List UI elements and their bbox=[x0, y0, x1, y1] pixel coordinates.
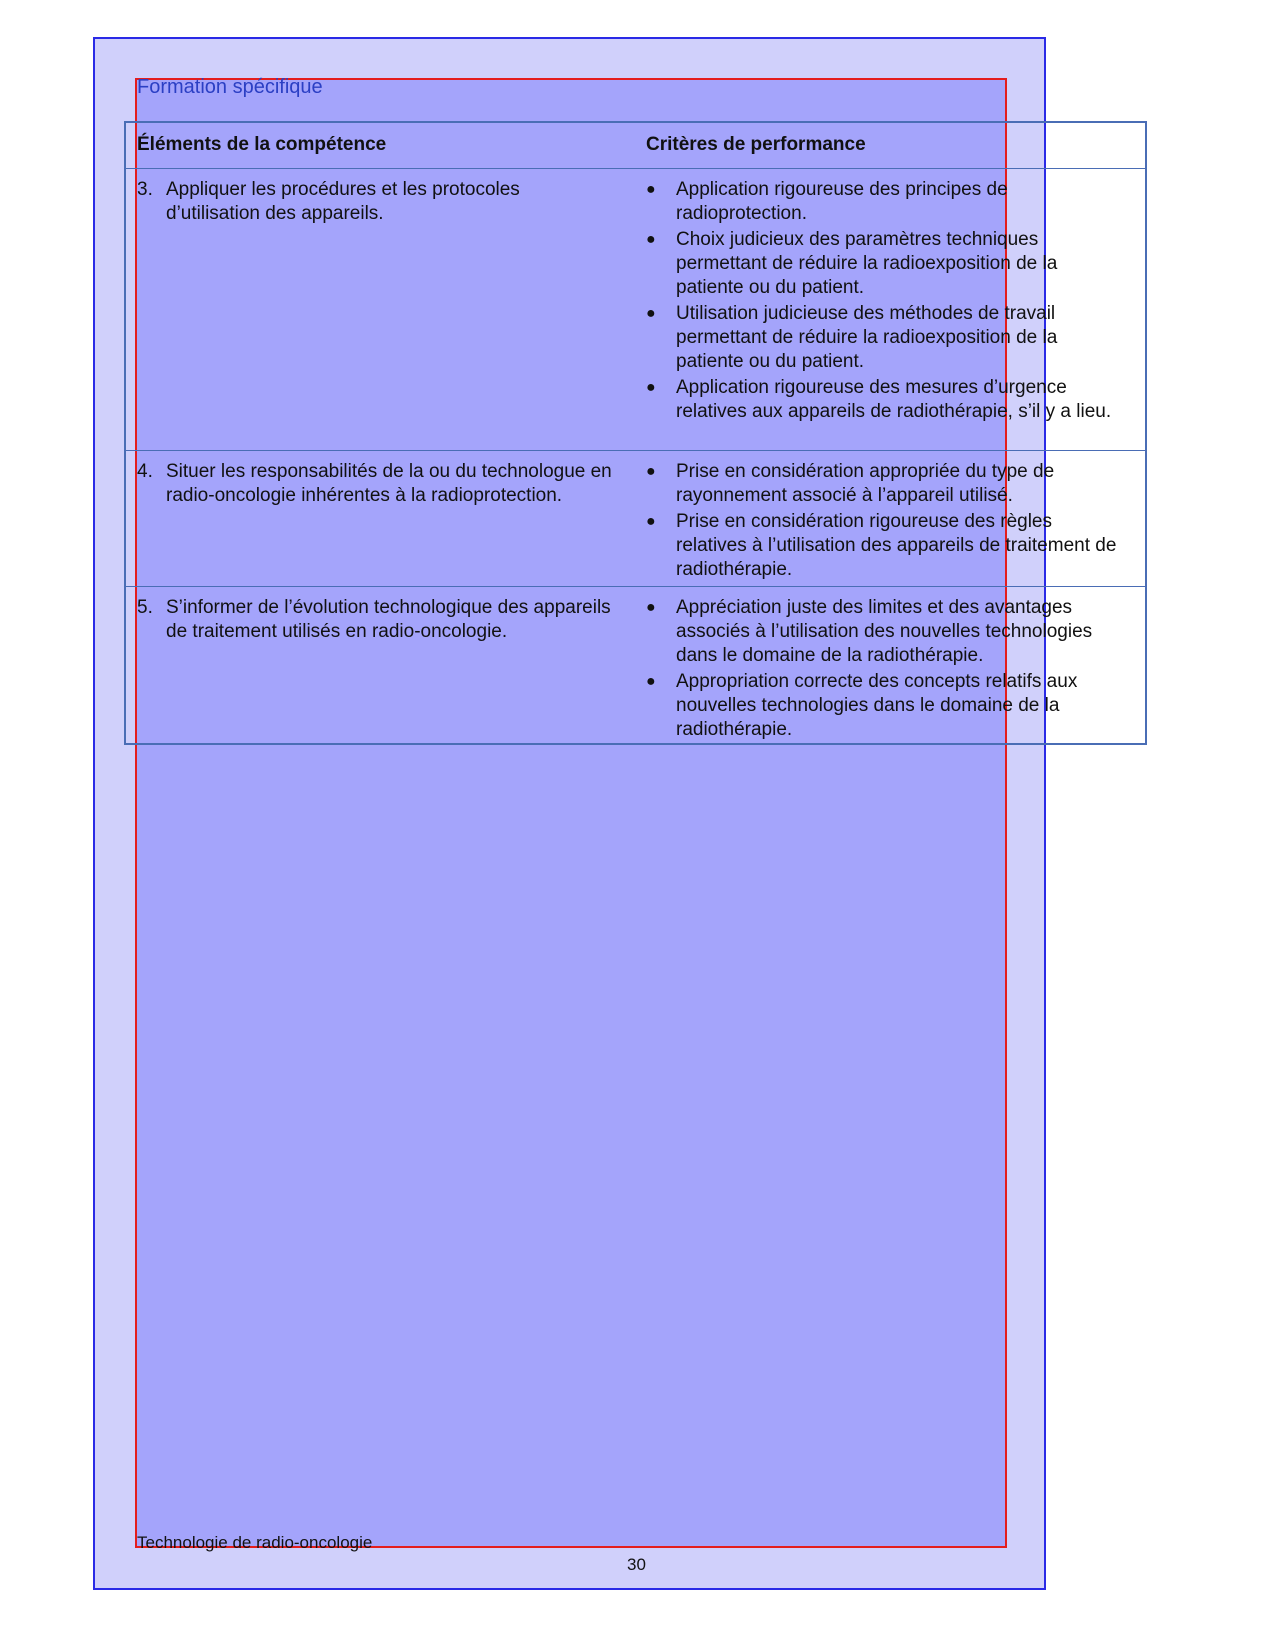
criterion-text: Prise en considération appropriée du type de rayonnement associé à l’appareil utilisé. bbox=[676, 461, 1055, 506]
criterion-item bbox=[646, 460, 1126, 508]
criterion-item bbox=[646, 510, 1126, 582]
criteria-list bbox=[646, 178, 1126, 426]
criterion-text: Application rigoureuse des mesures d’urgence relatives aux appareils de radiothérapie, s’il y a lieu. bbox=[676, 377, 1112, 422]
section-title: Formation spécifique bbox=[137, 76, 323, 98]
table-row bbox=[126, 168, 1145, 451]
element-text: S’informer de l’évolution technologique des appareils de traitement utilisés en radio-oncologie. bbox=[166, 597, 611, 642]
competence-element bbox=[137, 596, 617, 644]
header-criteria: Critères de performance bbox=[646, 134, 866, 155]
criterion-item bbox=[646, 302, 1126, 374]
criteria-list bbox=[646, 460, 1126, 584]
table-header-row bbox=[126, 123, 1145, 169]
criterion-item bbox=[646, 596, 1126, 668]
criterion-text: Utilisation judicieuse des méthodes de travail permettant de réduire la radioexposition de la patiente ou du patient. bbox=[676, 303, 1058, 372]
bullet-icon: ● bbox=[646, 673, 656, 690]
table-row bbox=[126, 450, 1145, 587]
criterion-text: Application rigoureuse des principes de radioprotection. bbox=[676, 179, 1008, 224]
competence-element bbox=[137, 460, 617, 508]
element-number: 3. bbox=[137, 179, 153, 200]
element-text: Situer les responsabilités de la ou du technologue en radio-oncologie inhérentes à la radioprotection. bbox=[166, 461, 612, 506]
bullet-icon: ● bbox=[646, 379, 656, 396]
element-number: 4. bbox=[137, 461, 153, 482]
criterion-text: Appropriation correcte des concepts relatifs aux nouvelles technologies dans le domaine de la radiothérapie. bbox=[676, 671, 1078, 740]
criterion-text: Prise en considération rigoureuse des règles relatives à l’utilisation des appareils de traitement de radiothérapie. bbox=[676, 511, 1117, 580]
bullet-icon: ● bbox=[646, 305, 656, 322]
bullet-icon: ● bbox=[646, 181, 656, 198]
bullet-icon: ● bbox=[646, 463, 656, 480]
criterion-item bbox=[646, 670, 1126, 742]
element-text: Appliquer les procédures et les protocoles d’utilisation des appareils. bbox=[166, 179, 520, 224]
header-elements: Éléments de la compétence bbox=[137, 134, 387, 155]
element-number: 5. bbox=[137, 597, 153, 618]
footer-program: Technologie de radio-oncologie bbox=[137, 1533, 373, 1552]
table-row bbox=[126, 586, 1145, 743]
bullet-icon: ● bbox=[646, 599, 656, 616]
criterion-item bbox=[646, 376, 1126, 424]
criterion-item bbox=[646, 228, 1126, 300]
competence-element bbox=[137, 178, 617, 226]
competence-table bbox=[124, 121, 1147, 745]
criterion-item bbox=[646, 178, 1126, 226]
bullet-icon: ● bbox=[646, 513, 656, 530]
criterion-text: Choix judicieux des paramètres techniques permettant de réduire la radioexposition de la patiente ou du patient. bbox=[676, 229, 1058, 298]
bullet-icon: ● bbox=[646, 231, 656, 248]
criteria-list bbox=[646, 596, 1126, 744]
criterion-text: Appréciation juste des limites et des avantages associés à l’utilisation des nouvelles technologies dans le domaine de la radiothérapie. bbox=[676, 597, 1093, 666]
page-number: 30 bbox=[627, 1555, 646, 1574]
